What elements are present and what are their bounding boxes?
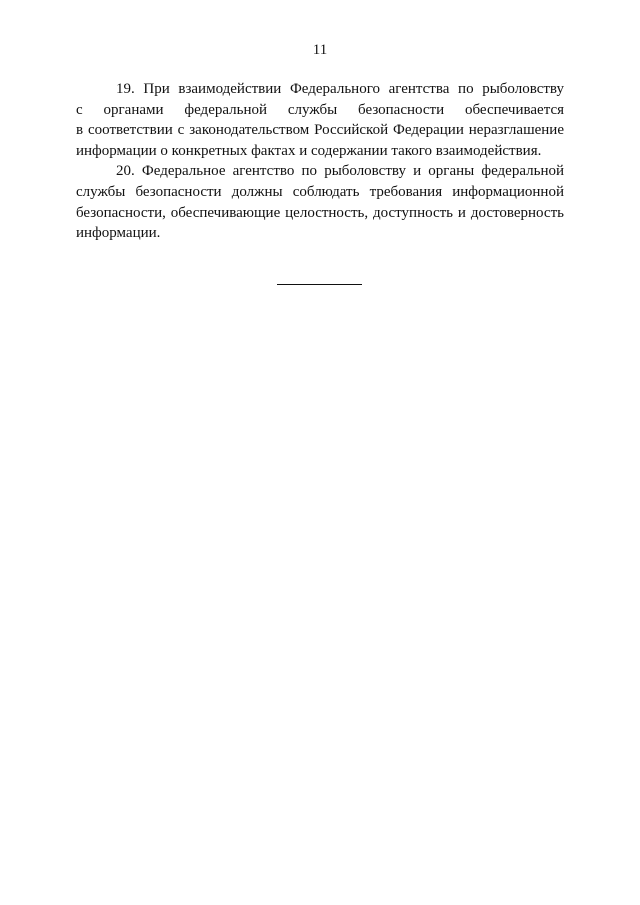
text-line: информации. xyxy=(76,225,161,242)
text-line: 20. Федеральное агентство по рыболовству и органы федеральной xyxy=(116,163,564,180)
text-line: службы безопасности должны соблюдать требования информационной xyxy=(76,183,564,200)
text-line: информации о конкретных фактах и содержании такого взаимодействия. xyxy=(76,142,542,159)
text-line: с органами федеральной службы безопасности обеспечивается xyxy=(76,101,564,118)
end-separator-line xyxy=(277,284,362,285)
document-body xyxy=(76,79,564,244)
text-line: в соответствии с законодательством Российской Федерации неразглашение xyxy=(76,122,564,139)
page-number: 11 xyxy=(312,42,328,58)
clause-20 xyxy=(76,161,564,243)
text-line: 19. При взаимодействии Федерального агентства по рыболовству xyxy=(116,81,564,97)
text-line: безопасности, обеспечивающие целостность, доступность и достоверность xyxy=(76,204,564,221)
clause-19 xyxy=(76,79,564,161)
